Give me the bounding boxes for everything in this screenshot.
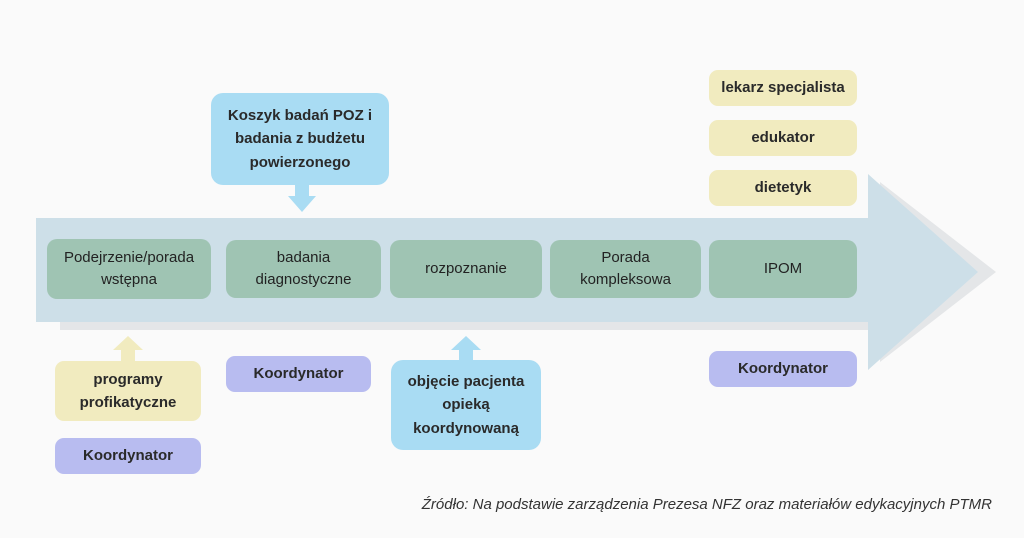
callout-coordinated-care: objęcie pacjenta opieką koordynowaną xyxy=(391,360,541,450)
step-diagnosis: rozpoznanie xyxy=(390,240,542,298)
step-diagnostic-tests: badania diagnostyczne xyxy=(226,240,381,298)
specialist-dietitian: dietetyk xyxy=(709,170,857,206)
step-comprehensive-advice: Porada kompleksowa xyxy=(550,240,701,298)
down-arrow-stem xyxy=(295,184,309,198)
programs-box: programy profikatyczne xyxy=(55,361,201,421)
up-arrow-icon xyxy=(113,336,143,350)
callout-poz-basket: Koszyk badań POZ i badania z budżetu powierzonego xyxy=(211,93,389,185)
specialist-educator: edukator xyxy=(709,120,857,156)
coordinator-box-1: Koordynator xyxy=(55,438,201,474)
step-ipom: IPOM xyxy=(709,240,857,298)
source-note: Źródło: Na podstawie zarządzenia Prezesa NFZ oraz materiałów edykacyjnych PTMR xyxy=(421,496,992,513)
step-preliminary-advice: Podejrzenie/porada wstępna xyxy=(47,239,211,299)
coordinator-box-3: Koordynator xyxy=(709,351,857,387)
up-arrow-icon xyxy=(451,336,481,350)
coordinator-box-2: Koordynator xyxy=(226,356,371,392)
specialist-doctor: lekarz specjalista xyxy=(709,70,857,106)
down-arrow-icon xyxy=(288,196,316,212)
